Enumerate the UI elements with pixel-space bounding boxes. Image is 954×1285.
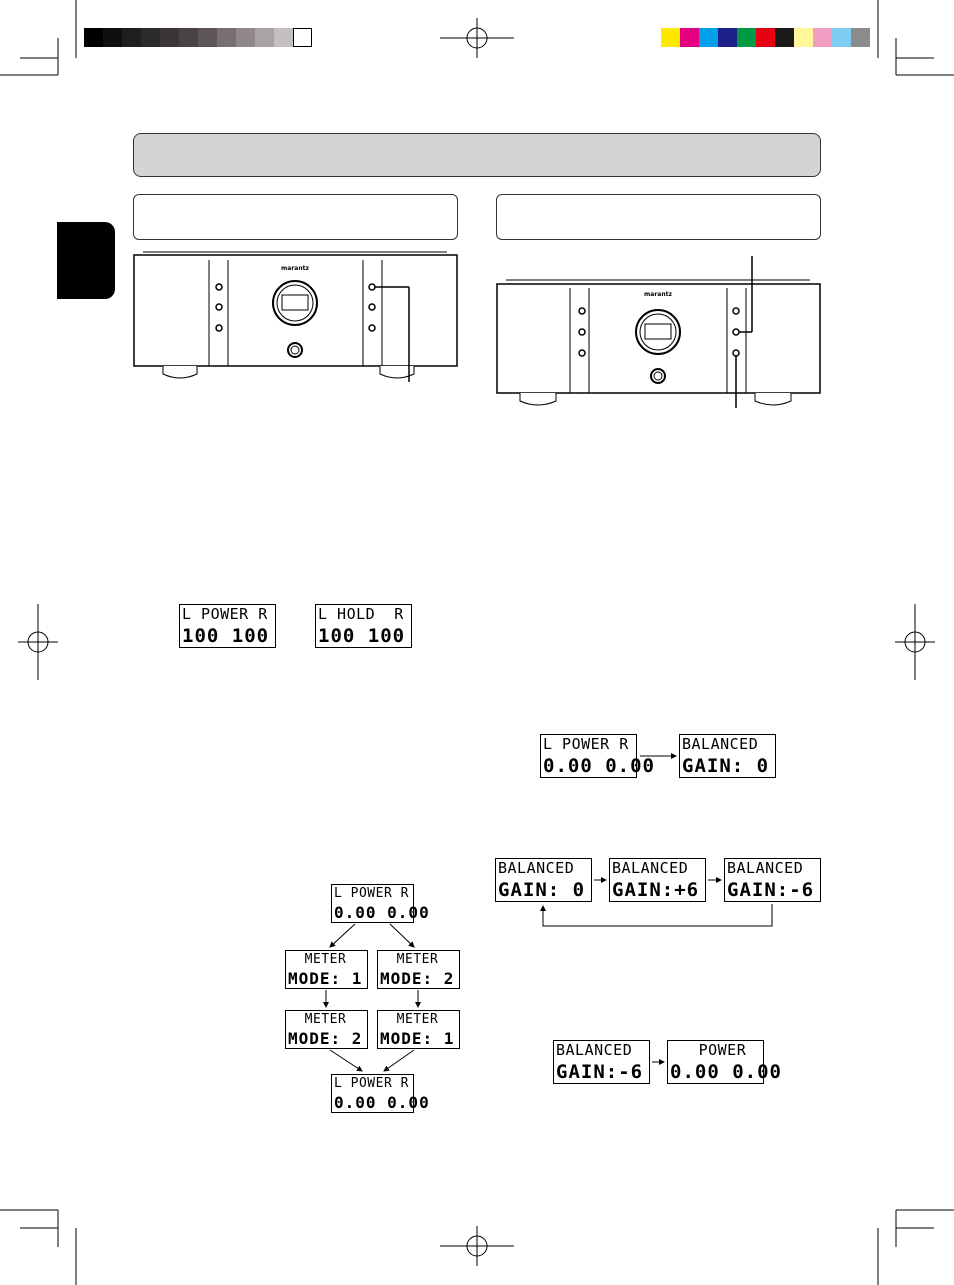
- lcd-line2: 0.00 0.00: [543, 755, 655, 777]
- arrow-meter-right-bottom: [384, 1050, 414, 1071]
- lcd-line2: MODE: 1: [288, 969, 363, 988]
- lcd-line1: L HOLD R: [318, 605, 404, 623]
- lcd-line2: GAIN:+6: [612, 879, 700, 901]
- lcd-line1: METER: [380, 1012, 439, 1027]
- lcd-line2: MODE: 2: [288, 1029, 363, 1048]
- lcd-line1: METER: [380, 952, 439, 967]
- lcd-line2: 0.00 0.00: [334, 1093, 430, 1112]
- amp-right-brand: marantz: [644, 291, 672, 298]
- lcd-line1: L POWER R: [334, 886, 409, 901]
- lcd-line2: GAIN:-6: [556, 1061, 644, 1083]
- lcd-line2: GAIN:-6: [727, 879, 815, 901]
- arrow-cycle-return: [543, 904, 772, 926]
- lcd-line1: L POWER R: [334, 1076, 409, 1091]
- arrow-meter-top-right: [390, 924, 414, 947]
- lcd-line1: METER: [288, 1012, 347, 1027]
- lcd-line1: L POWER R: [182, 605, 268, 623]
- lcd-line2: GAIN: 0: [682, 755, 770, 777]
- lcd-line1: BALANCED: [727, 859, 804, 877]
- arrow-meter-left-bottom: [330, 1050, 362, 1071]
- arrow-meter-top-left: [330, 924, 355, 947]
- lcd-line1: BALANCED: [682, 735, 759, 753]
- lcd-line2: GAIN: 0: [498, 879, 586, 901]
- lcd-line1: BALANCED: [498, 859, 575, 877]
- lcd-line2: 0.00 0.00: [670, 1061, 782, 1083]
- lcd-line2: 0.00 0.00: [334, 903, 430, 922]
- lcd-line1: BALANCED: [556, 1041, 633, 1059]
- lcd-line1: L POWER R: [543, 735, 629, 753]
- lcd-line1: METER: [288, 952, 347, 967]
- lcd-line2: 100 100: [182, 625, 270, 647]
- lcd-line2: 100 100: [318, 625, 406, 647]
- lcd-line1: POWER: [670, 1041, 747, 1059]
- lcd-line1: BALANCED: [612, 859, 689, 877]
- lcd-line2: MODE: 2: [380, 969, 455, 988]
- amp-left-brand: marantz: [281, 265, 309, 272]
- lcd-line2: MODE: 1: [380, 1029, 455, 1048]
